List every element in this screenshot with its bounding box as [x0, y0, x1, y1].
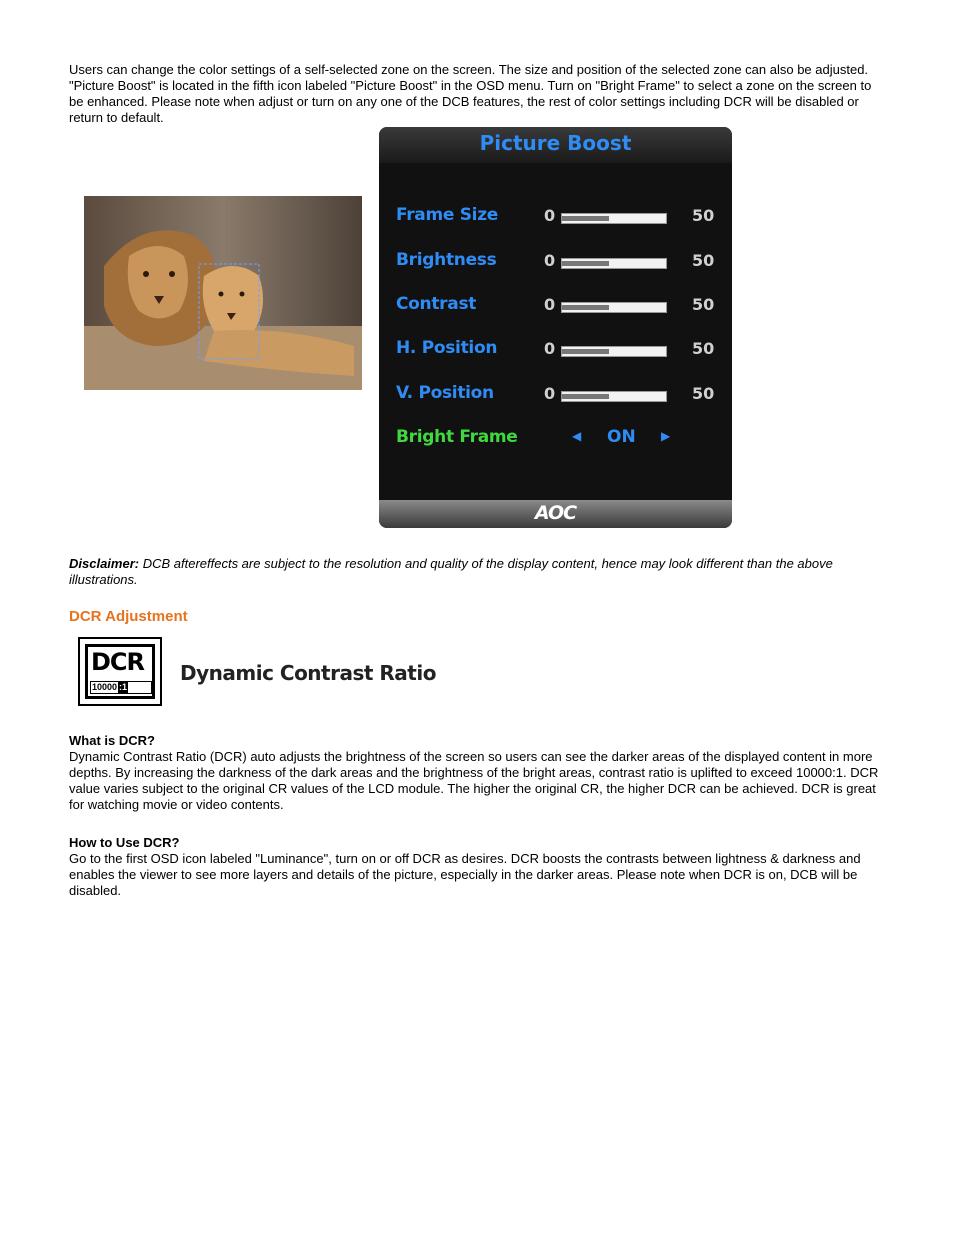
dcr-ratio-right: :1 — [119, 682, 128, 692]
arrow-left-icon: ◀ — [572, 429, 582, 443]
osd-row-brightness — [379, 246, 732, 276]
dcr-ratio-left: 10000 — [92, 682, 118, 692]
what-is-dcr — [69, 733, 884, 813]
how-to-use-dcr — [69, 835, 884, 899]
osd-row-label: Bright Frame — [396, 427, 518, 447]
osd-row-label: H. Position — [396, 338, 498, 358]
osd-picture-boost-menu — [379, 127, 732, 528]
osd-row-min: 0 — [544, 206, 556, 225]
osd-slider-fill — [562, 216, 609, 221]
howto-body: Go to the first OSD icon labeled "Luminance", turn on or off DCR as desires. DCR boosts the contrasts between lightness & darkness and enables the viewer to see more layers and details of the picture, especially in the darker areas. Please note when DCR is on, DCB will be disabled. — [69, 851, 861, 898]
osd-row-max: 50 — [692, 339, 715, 358]
osd-slider — [561, 391, 667, 402]
osd-row-max: 50 — [692, 206, 715, 225]
osd-row-label: Frame Size — [396, 205, 499, 225]
howto-heading: How to Use DCR? — [69, 835, 180, 850]
arrow-right-icon: ▶ — [661, 429, 671, 443]
osd-row-min: 0 — [544, 339, 556, 358]
osd-slider — [561, 258, 667, 269]
osd-row-label: Brightness — [396, 250, 497, 270]
intro-paragraph: Users can change the color settings of a self-selected zone on the screen. The size and position of the selected zone can also be adjusted. "Picture Boost" is located in the fifth icon labeled "Picture Boost" in the OSD menu. Turn on "Bright Frame" to select a zone on the screen to be enhanced. Please note when adjust or turn on any one of the DCB features, the rest of color settings including DCR will be disabled or return to default. — [69, 62, 872, 125]
what-heading: What is DCR? — [69, 733, 155, 748]
what-body: Dynamic Contrast Ratio (DCR) auto adjusts the brightness of the screen so users can see the darker areas of the displayed content in more depths. By increasing the darkness of the dark areas and the brightness of the bright areas, contrast ratio is uplifted to exceed 10000:1. DCR value varies subject to the original CR values of the LCD module. The higher the original CR, the higher DCR can be achieved. DCR is great for watching movie or video contents. — [69, 749, 879, 812]
dcr-caption: Dynamic Contrast Ratio — [180, 661, 436, 685]
lions-photo — [84, 196, 362, 390]
osd-row-frame-size — [379, 201, 732, 231]
osd-row-min: 0 — [544, 384, 556, 403]
osd-title: Picture Boost — [479, 131, 632, 155]
disclaimer-text: DCB aftereffects are subject to the resolution and quality of the display content, hence may look different than the above illustrations. — [69, 556, 833, 587]
dcr-logo — [78, 637, 162, 706]
osd-slider — [561, 213, 667, 224]
disclaimer — [69, 556, 884, 588]
osd-row-min: 0 — [544, 251, 556, 270]
osd-slider — [561, 346, 667, 357]
dcr-logo-text: DCR — [91, 648, 145, 676]
osd-row-v-position — [379, 379, 732, 409]
section-title: DCR Adjustment — [69, 608, 188, 625]
osd-slider — [561, 302, 667, 313]
osd-slider-fill — [562, 261, 609, 266]
osd-row-max: 50 — [692, 384, 715, 403]
osd-slider-fill — [562, 349, 609, 354]
osd-footer — [379, 500, 732, 528]
osd-row-bright-frame — [379, 423, 732, 453]
osd-row-contrast — [379, 290, 732, 320]
osd-row-max: 50 — [692, 295, 715, 314]
osd-row-max: 50 — [692, 251, 715, 270]
osd-row-label: Contrast — [396, 294, 477, 314]
dcr-logo-ratio — [90, 681, 152, 694]
osd-slider-fill — [562, 394, 609, 399]
osd-bright-frame-value: ON — [607, 427, 636, 447]
osd-row-h-position — [379, 334, 732, 364]
disclaimer-label: Disclaimer: — [69, 556, 140, 571]
dcr-logo-inner — [85, 644, 155, 699]
osd-row-min: 0 — [544, 295, 556, 314]
aoc-logo: AOC — [534, 502, 577, 524]
osd-row-label: V. Position — [396, 383, 494, 403]
osd-slider-fill — [562, 305, 609, 310]
